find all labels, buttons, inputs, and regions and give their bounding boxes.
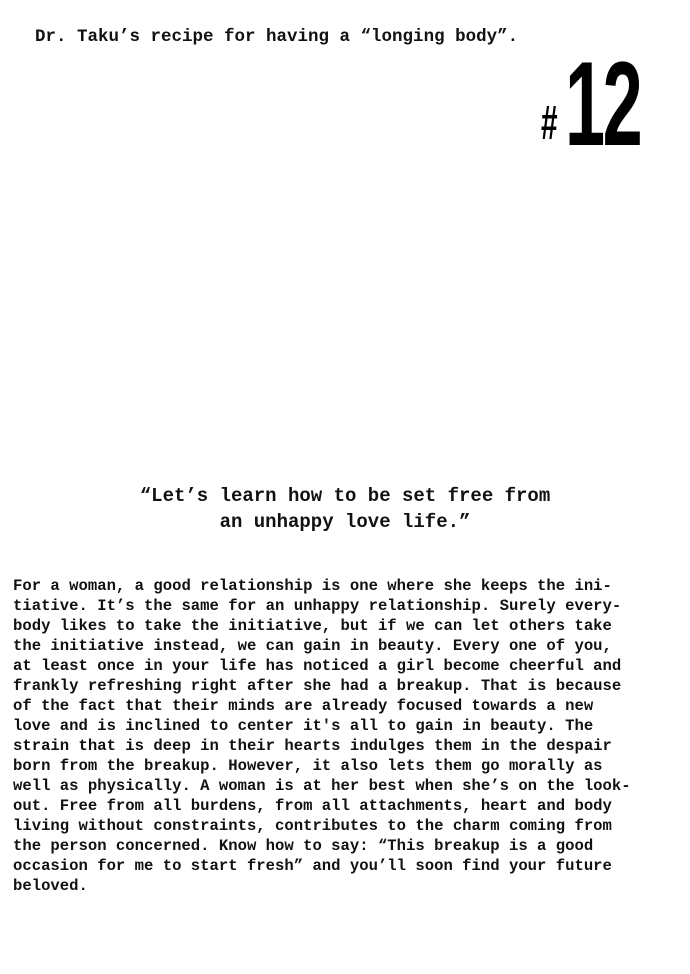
body-line: at least once in your life has noticed a girl become cheerful and: [13, 657, 622, 675]
body-line: well as physically. A woman is at her best when she’s on the look-: [13, 777, 631, 795]
body-line: out. Free from all burdens, from all attachments, heart and body: [13, 797, 612, 815]
body-line: occasion for me to start fresh” and you’ll soon find your future: [13, 857, 612, 875]
section-subtitle: [40, 483, 650, 535]
page-header-title: Dr. Taku’s recipe for having a “longing body”.: [35, 27, 519, 47]
chapter-digits: 12: [565, 37, 641, 171]
body-line: the person concerned. Know how to say: “This breakup is a good: [13, 837, 594, 855]
body-line: beloved.: [13, 877, 88, 895]
body-line: strain that is deep in their hearts indulges them in the despair: [13, 737, 612, 755]
body-line: tiative. It’s the same for an unhappy relationship. Surely every-: [13, 597, 622, 615]
chapter-number: [541, 37, 661, 171]
body-line: of the fact that their minds are already focused towards a new: [13, 697, 594, 715]
subtitle-line: an unhappy love life.”: [219, 511, 471, 533]
body-line: born from the breakup. However, it also lets them go morally as: [13, 757, 603, 775]
body-line: For a woman, a good relationship is one where she keeps the ini-: [13, 577, 612, 595]
subtitle-line: “Let’s learn how to be set free from: [139, 485, 551, 507]
chapter-hash-symbol: #: [541, 97, 558, 150]
body-line: body likes to take the initiative, but if we can let others take: [13, 617, 612, 635]
body-line: living without constraints, contributes to the charm coming from: [13, 817, 612, 835]
article-body: [13, 576, 685, 896]
body-line: frankly refreshing right after she had a breakup. That is because: [13, 677, 622, 695]
body-line: the initiative instead, we can gain in beauty. Every one of you,: [13, 637, 612, 655]
body-line: love and is inclined to center it's all to gain in beauty. The: [13, 717, 594, 735]
